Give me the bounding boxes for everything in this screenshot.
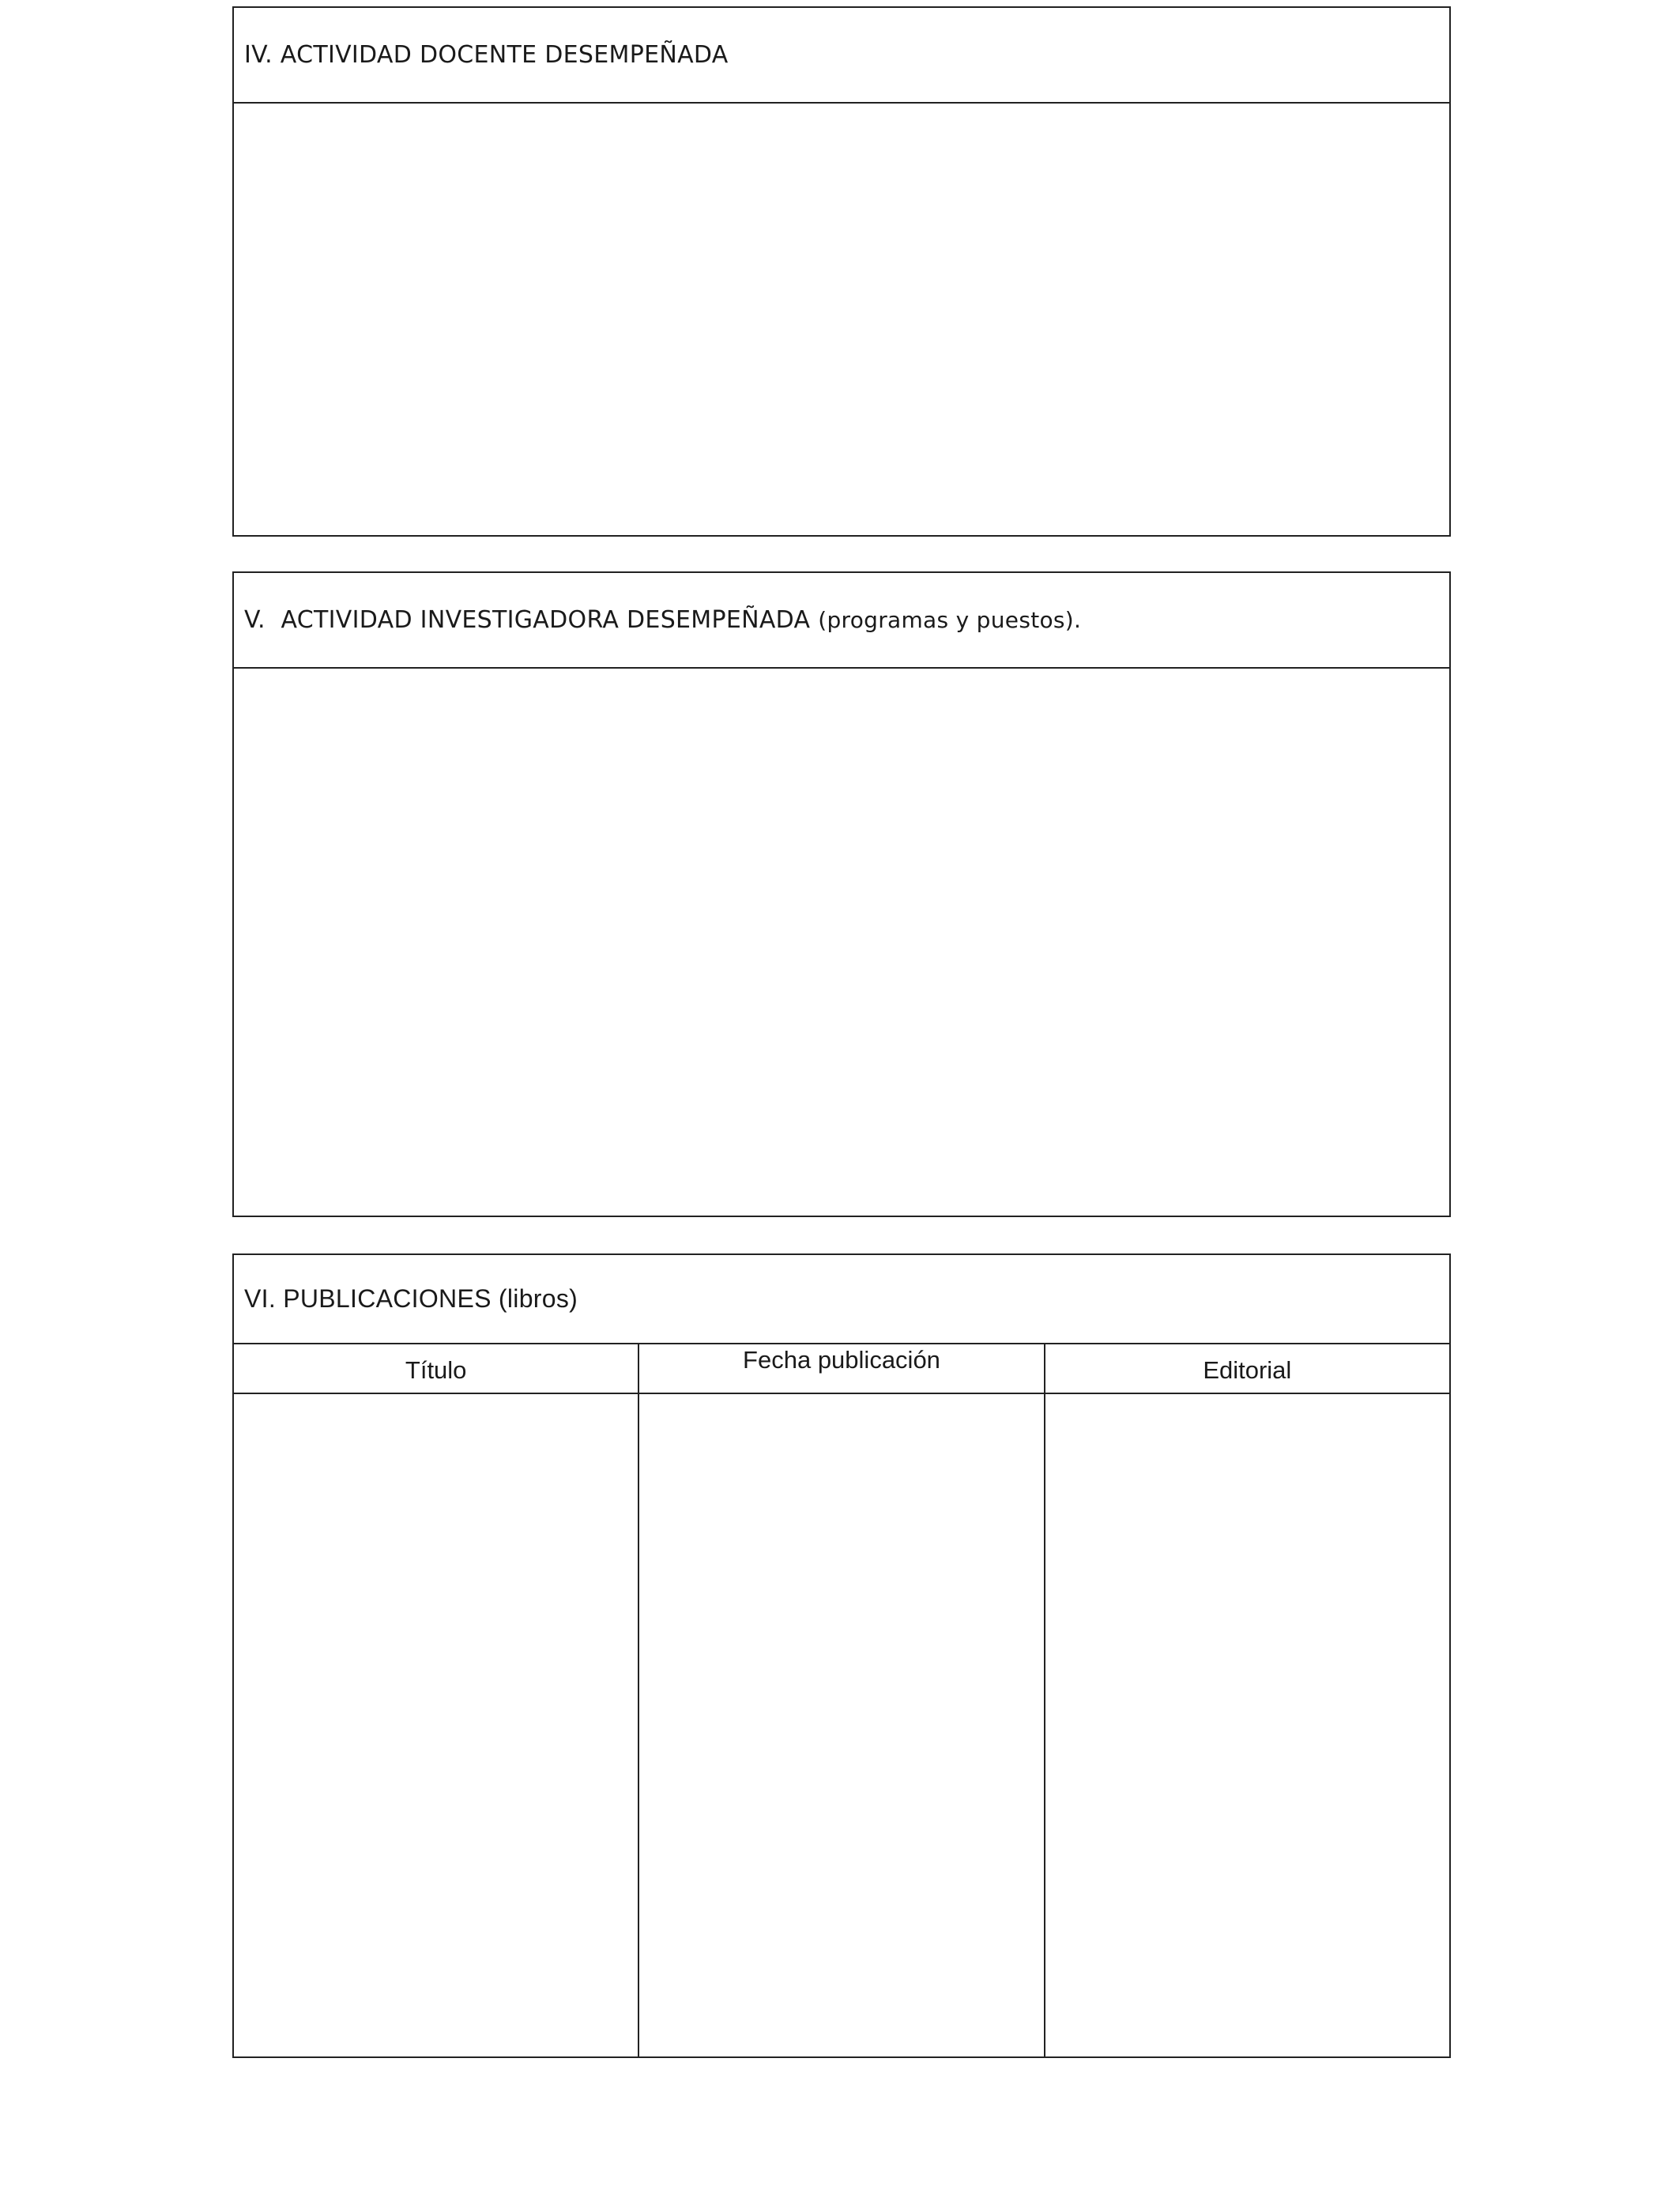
column-header-titulo-label: Título (405, 1356, 467, 1384)
column-header-fecha-publicacion (638, 1344, 1043, 1393)
section-v-header (234, 573, 1449, 669)
section-iv-entry-area[interactable] (234, 104, 1449, 535)
section-vi-header (234, 1255, 1449, 1344)
section-iv-header (234, 8, 1449, 104)
section-vi-publicaciones (232, 1253, 1451, 2058)
column-header-fecha-label: Fecha publicación (743, 1346, 940, 1374)
column-header-editorial (1044, 1344, 1449, 1393)
section-iv-actividad-docente (232, 6, 1451, 537)
publications-table-header (234, 1344, 1449, 1394)
editorial-column-entry[interactable] (1044, 1394, 1449, 2056)
section-v-title-note: (programas y puestos). (818, 607, 1082, 633)
section-v-actividad-investigadora (232, 571, 1451, 1217)
titulo-column-entry[interactable] (234, 1394, 638, 2056)
publications-table-body (234, 1394, 1449, 2056)
section-v-title: V. ACTIVIDAD INVESTIGADORA DESEMPEÑADA (244, 606, 819, 634)
section-v-entry-area[interactable] (234, 669, 1449, 1216)
column-header-titulo (234, 1344, 638, 1393)
section-iv-title: IV. ACTIVIDAD DOCENTE DESEMPEÑADA (244, 41, 729, 69)
fecha-publicacion-column-entry[interactable] (638, 1394, 1043, 2056)
section-vi-title: VI. PUBLICACIONES (libros) (244, 1284, 578, 1313)
column-header-editorial-label: Editorial (1203, 1356, 1292, 1384)
